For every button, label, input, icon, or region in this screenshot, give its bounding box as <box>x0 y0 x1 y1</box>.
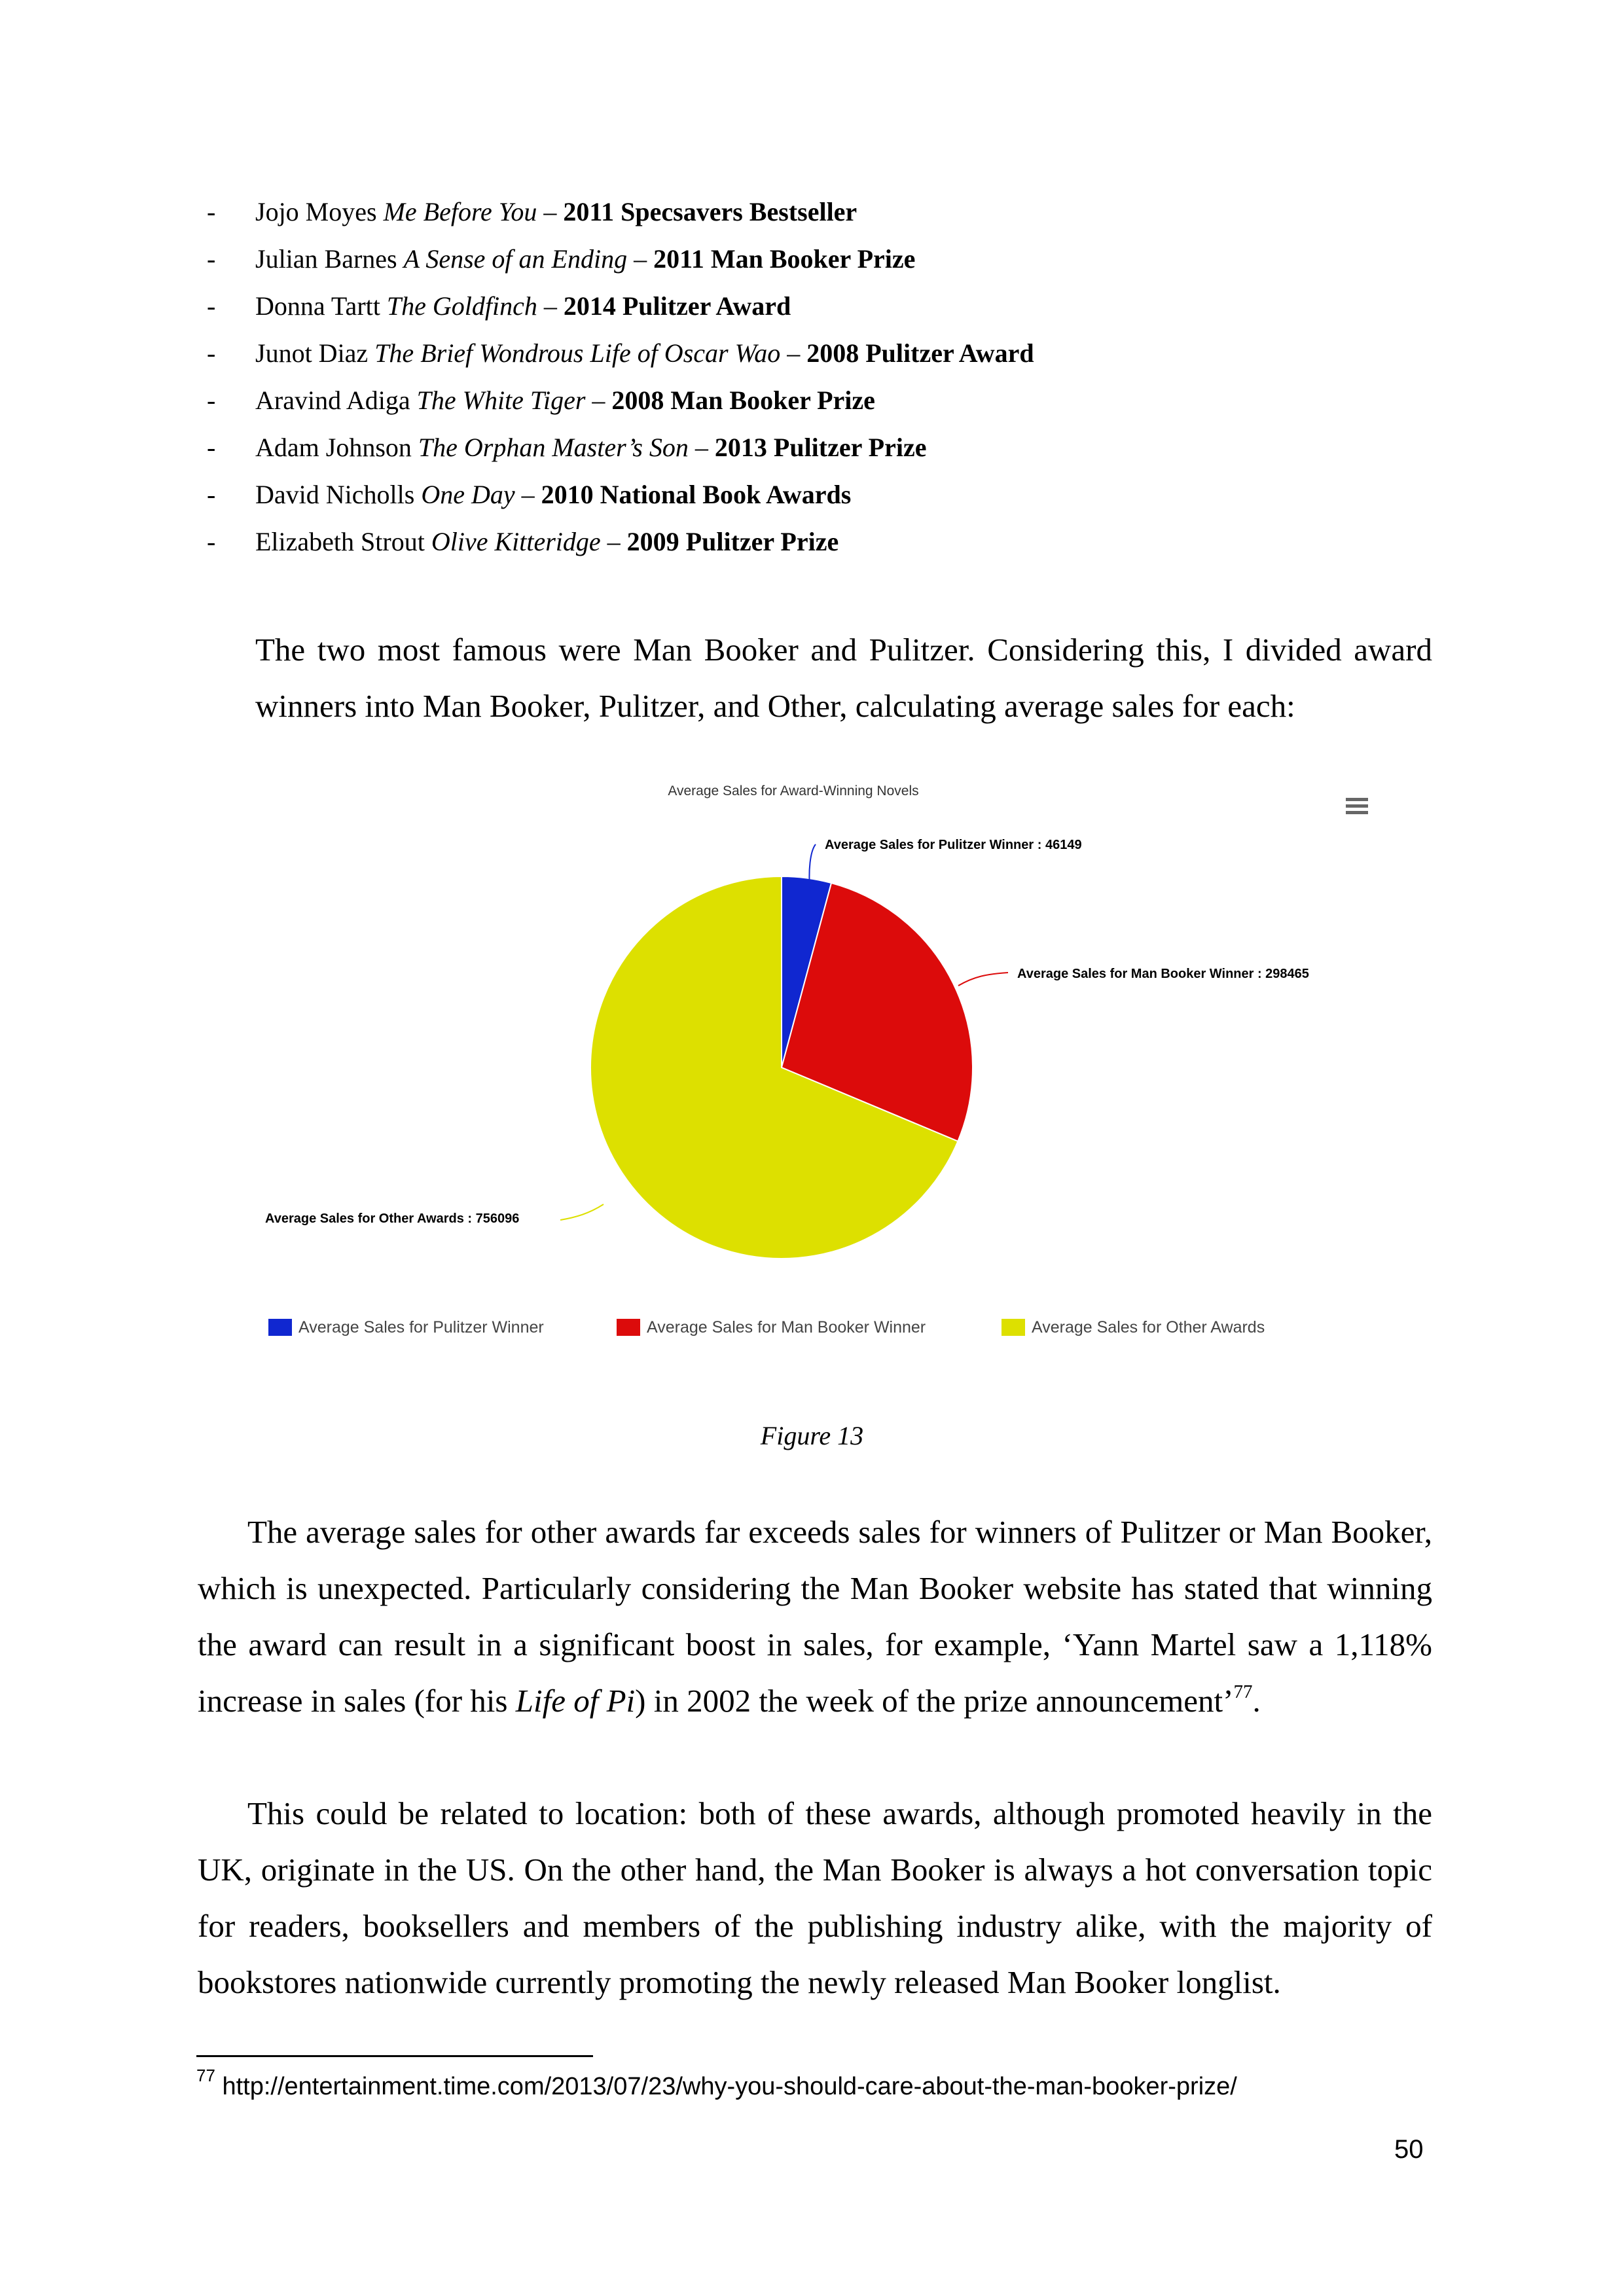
list-item: - Julian Barnes A Sense of an Ending – 2011 Man Booker Prize <box>0 236 1309 282</box>
footnote <box>196 2067 1237 2106</box>
body-paragraph-1: The average sales for other awards far exceeds sales for winners of Pulitzer or Man Booker, which is unexpected. Particularly considering the Man Booker website has stated that winning the award can result in a significant boost in sales, for example, ‘Yann Martel saw a 1,118% increase in sales (for his Life of Pi) in 2002 the week of the prize announcement’$^{77}$. <box>198 1514 1432 1719</box>
book-title: The White Tiger <box>416 386 586 415</box>
legend-swatch <box>268 1319 292 1336</box>
legend-label: Average Sales for Man Booker Winner <box>647 1318 926 1336</box>
legend-item-other[interactable] <box>1001 1318 1265 1336</box>
author: Donna Tartt <box>255 291 380 321</box>
list-item: - Elizabeth Strout Olive Kitteridge – 2009 Pulitzer Prize <box>0 519 1309 565</box>
book-title: Me Before You <box>383 197 537 226</box>
list-dash: - <box>207 291 216 321</box>
author: Elizabeth Strout <box>255 527 425 556</box>
book-title: The Orphan Master’s Son <box>418 433 689 462</box>
book-title-life-of-pi: Life of Pi <box>515 1683 636 1719</box>
author: Jojo Moyes <box>255 197 377 226</box>
legend <box>268 1318 1265 1336</box>
prize: 2008 Pulitzer Award <box>806 338 1034 368</box>
footnote-number: 77 <box>196 2066 215 2086</box>
list-dash: - <box>207 527 216 556</box>
list-dash: - <box>207 244 216 274</box>
prize: 2009 Pulitzer Prize <box>626 527 839 556</box>
legend-label: Average Sales for Pulitzer Winner <box>298 1318 544 1336</box>
data-label-pulitzer: Average Sales for Pulitzer Winner : 46149 <box>825 838 1082 852</box>
legend-item-pulitzer[interactable] <box>268 1318 544 1336</box>
pie-slices <box>590 876 973 1259</box>
data-label-other: Average Sales for Other Awards : 756096 <box>265 1211 520 1226</box>
list-item: - Junot Diaz The Brief Wondrous Life of Oscar Wao – 2008 Pulitzer Award <box>0 331 1309 376</box>
footnote-ref[interactable]: 77 <box>1233 1681 1253 1702</box>
prize: 2014 Pulitzer Award <box>563 291 791 321</box>
list-dash: - <box>207 433 216 462</box>
prize: 2008 Man Booker Prize <box>611 386 875 415</box>
list-dash: - <box>207 338 216 368</box>
author: Aravind Adiga <box>255 386 410 415</box>
legend-swatch <box>1001 1319 1025 1336</box>
figure-caption: Figure 13 <box>760 1421 864 1450</box>
list-item: - Jojo Moyes Me Before You – 2011 Specsavers Bestseller <box>0 189 1309 235</box>
book-title: Olive Kitteridge <box>431 527 601 556</box>
author: Junot Diaz <box>255 338 369 368</box>
prize: 2010 National Book Awards <box>541 480 852 509</box>
intro-paragraph: The two most famous were Man Booker and Pulitzer. Considering this, I divided award winners into Man Booker, Pulitzer, and Other, calculating average sales for each: <box>255 632 1432 724</box>
author: David Nicholls <box>255 480 415 509</box>
list-dash: - <box>207 480 216 509</box>
prize: 2011 Specsavers Bestseller <box>563 197 857 226</box>
author: Julian Barnes <box>255 244 397 274</box>
connector-other <box>560 1204 604 1220</box>
chart-title: Average Sales for Award-Winning Novels <box>668 783 919 798</box>
data-label-man-booker: Average Sales for Man Booker Winner : 298465 <box>1017 967 1309 981</box>
prize: 2013 Pulitzer Prize <box>714 433 927 462</box>
list-dash: - <box>207 197 216 226</box>
book-title: The Goldfinch <box>386 291 537 321</box>
page-number: 50 <box>1394 2135 1424 2164</box>
body-paragraph-2: This could be related to location: both of these awards, although promoted heavily in the UK, originate in the US. On the other hand, the Man Booker is always a hot conversation topic for readers, booksellers and members of the publishing industry alike, with the majority of bookstores nationwide currently promoting the newly released Man Booker longlist. <box>198 1795 1432 2000</box>
legend-swatch <box>617 1319 640 1336</box>
list-item: - Adam Johnson The Orphan Master’s Son – 2013 Pulitzer Prize <box>0 425 1309 471</box>
list-dash: - <box>207 386 216 415</box>
pie-chart <box>249 766 1388 1355</box>
legend-label: Average Sales for Other Awards <box>1032 1318 1265 1336</box>
prize: 2011 Man Booker Prize <box>653 244 916 274</box>
pie-chart-svg <box>249 766 1388 1355</box>
list-item: - Donna Tartt The Goldfinch – 2014 Pulitzer Award <box>0 283 1309 329</box>
footnote-link[interactable]: http://entertainment.time.com/2013/07/23/why-you-should-care-about-the-man-booker-prize/ <box>222 2073 1237 2100</box>
book-title: One Day <box>421 480 515 509</box>
footnote-divider <box>196 2055 593 2057</box>
book-title: The Brief Wondrous Life of Oscar Wao <box>374 338 781 368</box>
book-title: A Sense of an Ending <box>403 244 628 274</box>
legend-item-man-booker[interactable] <box>617 1318 926 1336</box>
author: Adam Johnson <box>255 433 412 462</box>
list-item: - Aravind Adiga The White Tiger – 2008 Man Booker Prize <box>0 378 1309 423</box>
connector-man-booker <box>958 973 1008 986</box>
menu-icon[interactable] <box>1346 798 1368 814</box>
list-item: - David Nicholls One Day – 2010 National Book Awards <box>0 472 1309 518</box>
